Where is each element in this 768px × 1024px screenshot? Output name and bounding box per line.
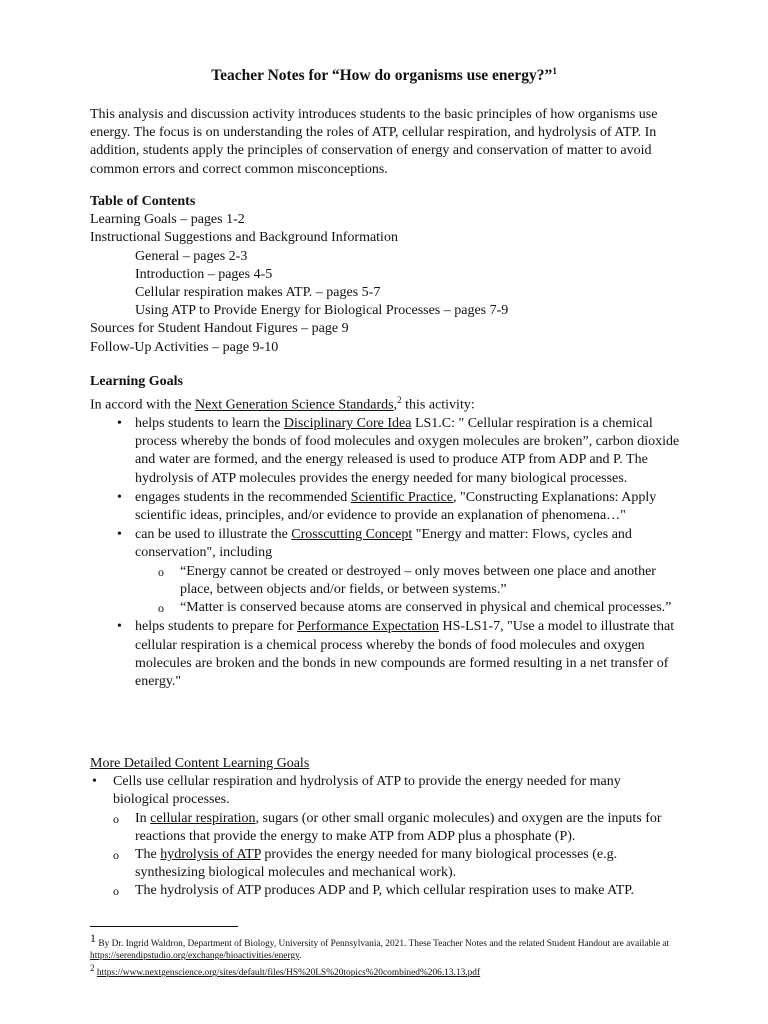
list-item: • Cells use cellular respiration and hydrolysis of ATP to provide the energy needed for many biological processes. o In cellular respiration, sugars (or other small organic molecules) and oxygen are the inputs for reactions that provide the energy to make ATP from ADP plus a phosphate (P). o The hydrolysis of ATP provides the energy needed for many biological processes (e.g. synthesizing biological molecules and mechanical work). o The hydrolysis of ATP produces ADP and P, which cellular respiration uses to make ATP. (90, 773, 680, 900)
toc-heading: Table of Contents (90, 194, 196, 209)
ngss-link[interactable]: Next Generation Science Standards (194, 397, 394, 413)
list-item: • helps students to prepare for Performance Expectation HS-LS1-7, "Use a model to illustrate that cellular respiration is a chemical process whereby the bonds of food molecules and oxygen molecules are broken and the bonds in new compounds are formed resulting in a net transfer of energy." (90, 618, 680, 691)
learning-goals-list (90, 415, 680, 691)
detailed-goals-heading[interactable]: More Detailed Content Learning Goals (90, 756, 310, 771)
sub-list-item: o In cellular respiration, sugars (or other small organic molecules) and oxygen are the inputs for reactions that provide the energy to make ATP from ADP plus a phosphate (P). (113, 810, 680, 846)
toc-subitem: Introduction – pages 4-5 (135, 266, 273, 282)
list-item: • helps students to learn the Disciplinary Core Idea LS1.C: " Cellular respiration is a chemical process whereby the bonds of food molecules and oxygen molecules are broken”, carbon dioxide and water are formed, and the energy released is used to produce ATP from ADP and P. The hydrolysis of ATP molecules provides the energy needed for many biological processes. (90, 415, 680, 488)
crosscutting-concept-link[interactable]: Crosscutting Concept (291, 527, 413, 543)
toc-subitem: General – pages 2-3 (135, 248, 248, 264)
core-idea-link[interactable]: Disciplinary Core Idea (283, 416, 412, 432)
performance-expectation-link[interactable]: Performance Expectation (297, 619, 440, 635)
sub-list (113, 810, 680, 901)
footnote-2: $^2$ https://www.nextgenscience.org/sites/default/files/HS%20LS%20topics%20combined%206.13.13.pdf (90, 963, 481, 979)
learning-goals-section (90, 373, 680, 692)
sub-list (135, 563, 680, 618)
detailed-goals-list (90, 773, 680, 900)
footnote-2-link[interactable]: https://www.nextgenscience.org/sites/default/files/HS%20LS%20topics%20combined%206.13.13.pdf (96, 968, 481, 979)
detailed-goals-section (90, 755, 680, 901)
table-of-contents (90, 193, 680, 357)
footnotes (90, 932, 710, 979)
sub-list-item: o The hydrolysis of ATP produces ADP and P, which cellular respiration uses to make ATP. (113, 882, 680, 900)
title-footnote-ref[interactable]: 1 (552, 66, 557, 76)
atp-hydrolysis-link[interactable]: hydrolysis of ATP (160, 847, 261, 863)
cellular-respiration-link[interactable]: cellular respiration (150, 810, 256, 826)
toc-item: Instructional Suggestions and Background Information (90, 230, 398, 246)
learning-goals-intro: In accord with the Next Generation Science Standards,$^2$ this activity: (90, 395, 475, 413)
footnote-1-link[interactable]: https://serendipstudio.org/exchange/bioactivities/energy (90, 951, 300, 962)
footnote-divider (90, 926, 238, 927)
toc-item: Learning Goals – pages 1-2 (90, 212, 245, 228)
sub-list-item: o “Matter is conserved because atoms are conserved in physical and chemical processes.” (135, 599, 680, 617)
sub-list-item: o “Energy cannot be created or destroyed – only moves between one place and another place, between objects and/or fields, or between systems.” (135, 563, 680, 599)
page-title: Teacher Notes for “How do organisms use energy?”$^1$ (211, 66, 557, 85)
footnote-ref-2[interactable]: 2 (397, 395, 402, 406)
footnote-1: $^1$ By Dr. Ingrid Waldron, Department of Biology, University of Pennsylvania, 2021. These Teacher Notes and the related Student Handout are available at https://serendipstudio.org/exchange/bioactivities/energy. (90, 931, 670, 962)
list-item: • can be used to illustrate the Crosscutting Concept "Energy and matter: Flows, cycles and conservation", including o “Energy cannot be created or destroyed – only moves between one place and another place, between objects and/or fields, or between systems.” o “Matter is conserved because atoms are conserved in physical and chemical processes.” (90, 526, 680, 617)
toc-item: Sources for Student Handout Figures – page 9 (90, 321, 349, 337)
toc-item: Follow-Up Activities – page 9-10 (90, 339, 279, 355)
list-item: • engages students in the recommended Scientific Practice, "Constructing Explanations: Apply scientific ideas, principles, and/or evidence to provide an explanation of phenomena…" (90, 489, 680, 525)
learning-goals-heading: Learning Goals (90, 374, 183, 389)
toc-subitem: Using ATP to Provide Energy for Biological Processes – pages 7-9 (135, 303, 509, 319)
intro-paragraph: This analysis and discussion activity introduces students to the basic principles of how organisms use energy. The focus is on understanding the roles of ATP, cellular respiration, and hydrolysis of ATP. In addition, students apply the principles of conservation of energy and conservation of matter to avoid common errors and correct common misconceptions. (90, 107, 658, 177)
sub-list-item: o The hydrolysis of ATP provides the energy needed for many biological processes (e.g. synthesizing biological molecules and mechanical work). (113, 846, 680, 882)
scientific-practice-link[interactable]: Scientific Practice (350, 489, 454, 505)
toc-subitem: Cellular respiration makes ATP. – pages 5-7 (135, 285, 381, 301)
